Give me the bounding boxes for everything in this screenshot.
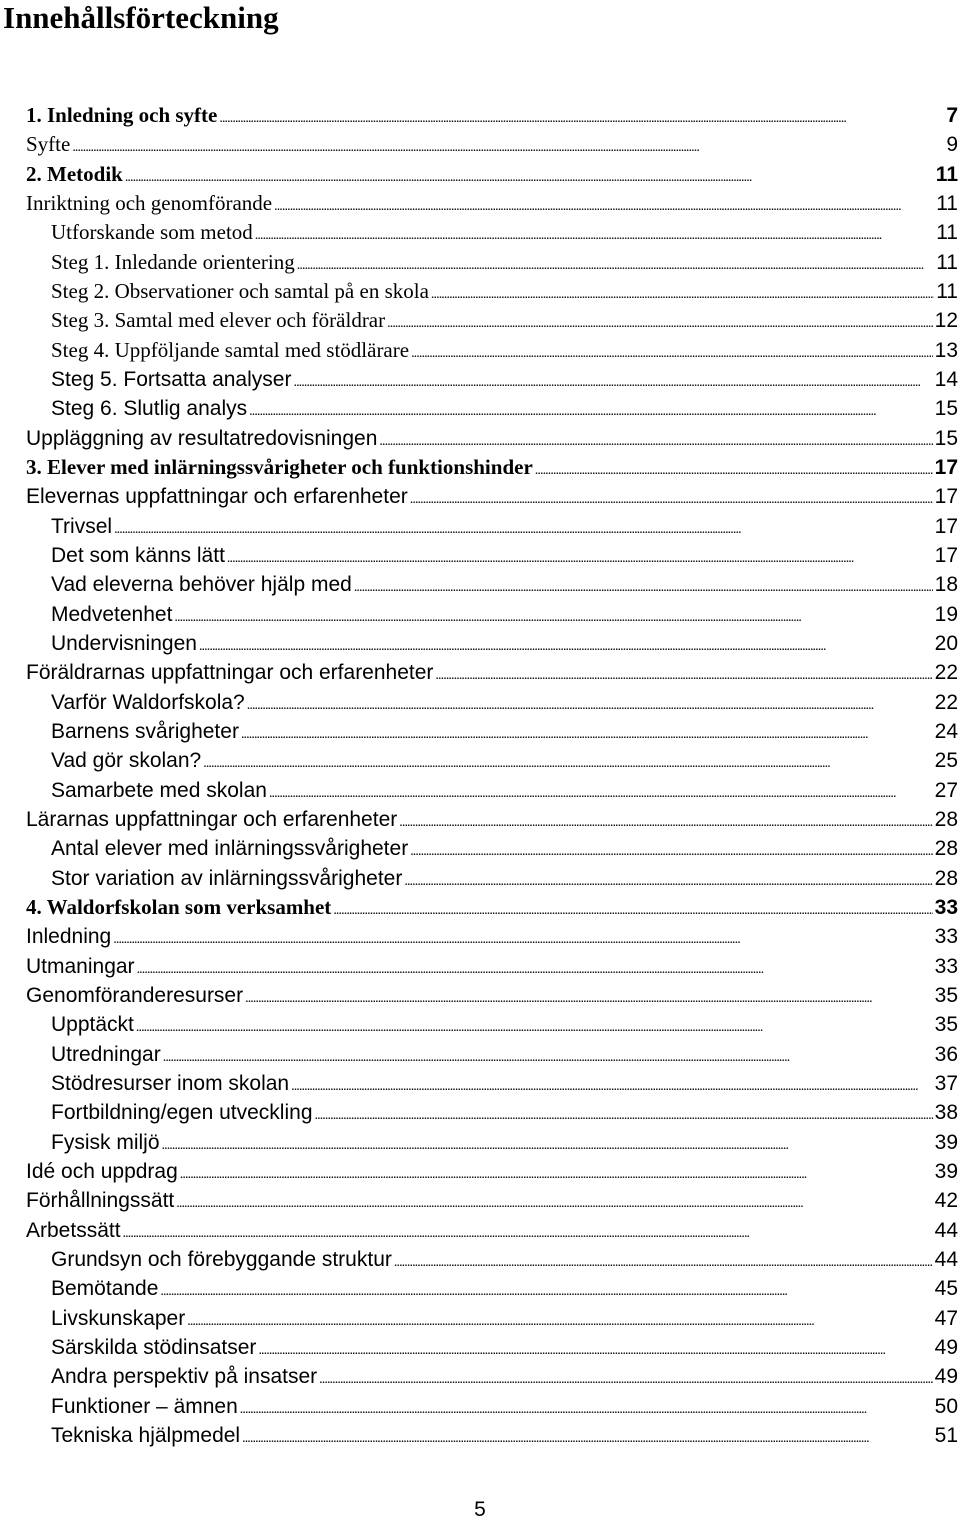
toc-row[interactable] [0, 864, 960, 893]
toc-entry-page-number[interactable]: 18 [934, 573, 958, 597]
toc-row[interactable] [0, 1098, 960, 1127]
dot-leader [203, 746, 932, 778]
toc-entry-label[interactable]: Uppläggning av resultatredovisningen [26, 426, 378, 450]
dot-leader [227, 541, 933, 573]
dot-leader [123, 1216, 933, 1248]
toc-entry[interactable] [26, 482, 960, 514]
toc-entry[interactable] [26, 1216, 960, 1248]
toc-entry[interactable] [51, 1421, 960, 1453]
toc-entry-label[interactable]: Vad eleverna behöver hjälp med [51, 573, 352, 597]
toc-row[interactable] [0, 1040, 960, 1069]
toc-entry-label[interactable]: Inledning [26, 925, 112, 949]
page-number: 5 [474, 1498, 486, 1521]
dot-leader [136, 1010, 933, 1042]
dot-leader [354, 570, 933, 602]
dot-leader [249, 394, 933, 426]
toc-entry-page-number[interactable]: 11 [936, 221, 958, 245]
toc-entry[interactable] [51, 218, 960, 250]
dot-leader [174, 600, 932, 632]
toc-entry-page-number[interactable]: 25 [934, 749, 958, 773]
toc-entry-label[interactable]: Livskunskaper [51, 1306, 186, 1330]
toc-entry-page-number[interactable]: 22 [934, 690, 958, 714]
toc-row[interactable] [0, 1304, 960, 1333]
toc-entry-label[interactable]: Samarbete med skolan [51, 778, 267, 802]
toc-row[interactable] [0, 570, 960, 599]
dot-leader [291, 1069, 933, 1101]
dot-leader [113, 922, 932, 954]
toc-entry-page-number[interactable]: 14 [934, 367, 958, 391]
toc-row[interactable] [0, 365, 960, 394]
toc-row[interactable] [0, 776, 960, 805]
toc-entry[interactable] [51, 776, 960, 808]
dot-leader [125, 160, 934, 192]
toc-entry-page-number[interactable]: 24 [934, 719, 958, 743]
toc-entry-label[interactable]: Föräldrarnas uppfattningar och erfarenheter [26, 661, 434, 685]
toc-entry[interactable] [51, 600, 960, 632]
toc-row[interactable] [0, 306, 960, 335]
toc-entry[interactable] [51, 629, 960, 661]
dot-leader [387, 306, 933, 338]
toc-entry-label[interactable]: Det som känns lätt [51, 543, 225, 567]
dot-leader [160, 1274, 932, 1306]
toc-entry[interactable] [26, 805, 960, 837]
toc-entry[interactable] [26, 922, 960, 954]
page-title: Innehållsförteckning [3, 0, 279, 35]
toc-entry-label[interactable]: Bemötande [51, 1277, 159, 1301]
dot-leader [319, 1362, 933, 1394]
toc-entry[interactable] [51, 512, 960, 544]
toc-entry-page-number[interactable]: 20 [934, 631, 958, 655]
dot-leader [394, 1245, 933, 1277]
toc-entry[interactable] [51, 1128, 960, 1160]
toc-entry-page-number[interactable]: 11 [936, 191, 958, 215]
dot-leader [255, 218, 934, 250]
toc-entry-label[interactable]: Steg 5. Fortsatta analyser [51, 367, 292, 391]
toc-entry-label[interactable]: Stödresurser inom skolan [51, 1071, 290, 1095]
toc-entry-page-number[interactable]: 22 [934, 661, 958, 685]
dot-leader [72, 130, 942, 162]
dot-leader [410, 834, 932, 866]
toc-entry-page-number[interactable]: 15 [934, 426, 958, 450]
toc-row[interactable] [0, 189, 960, 218]
toc-row[interactable] [0, 1362, 960, 1391]
dot-leader [114, 512, 933, 544]
toc-entry[interactable] [26, 981, 960, 1013]
dot-leader [431, 277, 934, 309]
toc-entry-label[interactable]: Steg 2. Observationer och samtal på en skola [51, 278, 429, 303]
toc-entry[interactable] [51, 248, 960, 280]
toc-entry-page-number[interactable]: 27 [934, 778, 958, 802]
toc-row[interactable] [0, 1392, 960, 1421]
toc-entry[interactable] [26, 952, 960, 984]
toc-entry[interactable] [51, 394, 960, 426]
toc-entry-label[interactable]: Vad gör skolan? [51, 749, 202, 773]
toc-entry-label[interactable]: Steg 3. Samtal med elever och föräldrar [51, 308, 386, 333]
toc-row[interactable] [0, 629, 960, 658]
toc-row[interactable] [0, 1274, 960, 1303]
toc-entry-label[interactable]: Upptäckt [51, 1013, 134, 1037]
dot-leader [379, 424, 932, 456]
toc-entry-label[interactable]: Antal elever med inlärningssvårigheter [51, 837, 409, 861]
toc-entry[interactable] [51, 570, 960, 602]
toc-entry[interactable] [26, 101, 960, 133]
toc-entry-label[interactable]: Inriktning och genomförande [26, 190, 273, 215]
toc-entry-label[interactable]: Barnens svårigheter [51, 719, 239, 743]
toc-entry[interactable] [51, 1392, 960, 1424]
toc-entry[interactable] [51, 1274, 960, 1306]
toc-row[interactable] [0, 512, 960, 541]
toc-row[interactable] [0, 336, 960, 365]
toc-row[interactable] [0, 394, 960, 423]
toc-entry-label[interactable]: Varför Waldorfskola? [51, 690, 245, 714]
toc-entry[interactable] [26, 189, 960, 221]
toc-entry-page-number[interactable]: 45 [934, 1277, 958, 1301]
toc-entry-label[interactable]: Andra perspektiv på insatser [51, 1365, 318, 1389]
toc-entry-label[interactable]: 2. Metodik [26, 161, 123, 186]
toc-entry-page-number[interactable]: 7 [946, 104, 958, 127]
toc-row[interactable] [0, 1186, 960, 1215]
toc-row[interactable] [0, 453, 960, 482]
toc-row[interactable] [0, 1010, 960, 1039]
toc-entry-page-number[interactable]: 33 [934, 954, 958, 978]
toc-entry-page-number[interactable]: 28 [934, 807, 958, 831]
toc-row[interactable] [0, 218, 960, 247]
toc-entry[interactable] [51, 864, 960, 896]
dot-leader [333, 893, 932, 925]
toc-row[interactable] [0, 922, 960, 951]
toc-entry-page-number[interactable]: 13 [934, 338, 958, 362]
toc-entry-label[interactable]: Utmaningar [26, 954, 135, 978]
toc-entry-label[interactable]: Funktioner – ämnen [51, 1394, 238, 1418]
toc-entry[interactable] [51, 541, 960, 573]
toc-entry-page-number[interactable]: 11 [935, 162, 958, 186]
toc-entry-label[interactable]: Undervisningen [51, 631, 197, 655]
toc-entry-label[interactable]: Trivsel [51, 514, 113, 538]
toc-entry-page-number[interactable]: 49 [934, 1335, 958, 1359]
toc-entry-page-number[interactable]: 17 [934, 514, 958, 538]
toc-entry[interactable] [51, 1304, 960, 1336]
toc-entry[interactable] [51, 717, 960, 749]
dot-leader [162, 1128, 933, 1160]
toc-entry-label[interactable]: Grundsyn och förebyggande struktur [51, 1247, 392, 1271]
dot-leader [269, 776, 933, 808]
toc-entry-page-number[interactable]: 33 [934, 925, 958, 949]
toc-entry-page-number[interactable]: 44 [934, 1247, 958, 1271]
toc-row[interactable] [0, 952, 960, 981]
toc-entry[interactable] [51, 1333, 960, 1365]
toc-entry-page-number[interactable]: 51 [934, 1423, 958, 1447]
toc-entry-page-number[interactable]: 35 [934, 983, 958, 1007]
toc-entry-page-number[interactable]: 36 [934, 1042, 958, 1066]
toc-entry-label[interactable]: Steg 6. Slutlig analys [51, 397, 248, 421]
dot-leader [199, 629, 933, 661]
toc-entry[interactable] [26, 130, 960, 162]
toc-row[interactable] [0, 248, 960, 277]
toc-row[interactable] [0, 1245, 960, 1274]
dot-leader [240, 1392, 933, 1424]
toc-entry-page-number[interactable]: 42 [934, 1189, 958, 1213]
toc-entry[interactable] [26, 893, 960, 925]
toc-entry-label[interactable]: Genomföranderesurser [26, 983, 244, 1007]
toc-row[interactable] [0, 1216, 960, 1245]
toc-entry-page-number[interactable]: 11 [936, 279, 958, 303]
toc-entry-page-number[interactable]: 44 [934, 1218, 958, 1242]
toc-entry-label[interactable]: Lärarnas uppfattningar och erfarenheter [26, 807, 398, 831]
toc-entry[interactable] [51, 1245, 960, 1277]
toc-row[interactable] [0, 541, 960, 570]
dot-leader [399, 805, 932, 837]
toc-entry-page-number[interactable]: 19 [934, 602, 958, 626]
toc-entry-page-number[interactable]: 38 [934, 1101, 958, 1125]
dot-leader [219, 101, 942, 133]
toc-entry-page-number[interactable]: 35 [934, 1013, 958, 1037]
toc-entry[interactable] [51, 1040, 960, 1072]
toc-entry-page-number[interactable]: 17 [934, 455, 958, 479]
toc-row[interactable] [0, 688, 960, 717]
dot-leader [245, 981, 933, 1013]
dot-leader [180, 1157, 933, 1189]
toc-entry-label[interactable]: Tekniska hjälpmedel [51, 1423, 241, 1447]
dot-leader [187, 1304, 932, 1336]
toc-entry-page-number[interactable]: 49 [934, 1365, 958, 1389]
toc-entry-page-number[interactable]: 39 [934, 1130, 958, 1154]
toc-row[interactable] [0, 600, 960, 629]
toc-entry-page-number[interactable]: 33 [934, 895, 958, 919]
toc-entry-label[interactable]: Förhållningssätt [26, 1189, 175, 1213]
toc-entry[interactable] [51, 277, 960, 309]
toc-row[interactable] [0, 424, 960, 453]
toc-entry[interactable] [51, 1069, 960, 1101]
toc-entry-label[interactable]: Utforskande som metod [51, 220, 253, 245]
dot-leader [297, 248, 934, 280]
toc-entry-label[interactable]: Steg 4. Uppföljande samtal med stödlärare [51, 337, 410, 362]
toc-entry[interactable] [51, 1362, 960, 1394]
toc-entry-label[interactable]: Fortbildning/egen utveckling [51, 1101, 313, 1125]
toc-entry-label[interactable]: Elevernas uppfattningar och erfarenheter [26, 485, 408, 509]
toc-entry-label[interactable]: 1. Inledning och syfte [26, 103, 218, 127]
toc-entry-label[interactable]: 3. Elever med inlärningssvårigheter och funktionshinder [26, 454, 533, 479]
toc-entry[interactable] [51, 306, 960, 338]
toc-row[interactable] [0, 1128, 960, 1157]
toc-row[interactable] [0, 101, 960, 130]
toc-entry[interactable] [51, 834, 960, 866]
dot-leader [293, 365, 932, 397]
toc-entry-label[interactable]: 4. Waldorfskolan som verksamhet [26, 894, 332, 919]
dot-leader [163, 1040, 933, 1072]
toc-entry[interactable] [26, 424, 960, 456]
toc-entry[interactable] [51, 1098, 960, 1130]
dot-leader [411, 336, 933, 368]
toc-entry-page-number[interactable]: 28 [934, 837, 958, 861]
toc-entry-page-number[interactable]: 9 [946, 133, 958, 157]
toc-row[interactable] [0, 746, 960, 775]
toc-entry-label[interactable]: Stor variation av inlärningssvårigheter [51, 866, 403, 890]
toc-row[interactable] [0, 717, 960, 746]
toc-row[interactable] [0, 1157, 960, 1186]
toc-entry-page-number[interactable]: 17 [934, 485, 958, 509]
toc-entry-page-number[interactable]: 47 [934, 1306, 958, 1330]
dot-leader [176, 1186, 932, 1218]
toc-entry[interactable] [51, 336, 960, 368]
toc-entry-page-number[interactable]: 15 [934, 397, 958, 421]
toc-row[interactable] [0, 893, 960, 922]
toc-entry-label[interactable]: Syfte [26, 132, 71, 157]
toc-row[interactable] [0, 160, 960, 189]
toc-entry-label[interactable]: Utredningar [51, 1042, 161, 1066]
toc-entry-page-number[interactable]: 17 [934, 543, 958, 567]
toc-entry-page-number[interactable]: 11 [936, 250, 958, 274]
dot-leader [404, 864, 932, 896]
toc-row[interactable] [0, 805, 960, 834]
dot-leader [315, 1098, 933, 1130]
toc-entry-label[interactable]: Fysisk miljö [51, 1130, 160, 1154]
toc-row[interactable] [0, 981, 960, 1010]
toc-entry[interactable] [26, 453, 960, 485]
toc-entry-page-number[interactable]: 28 [934, 866, 958, 890]
dot-leader [274, 189, 934, 221]
toc-entry-page-number[interactable]: 39 [934, 1159, 958, 1183]
toc-entry[interactable] [26, 1157, 960, 1189]
toc-row[interactable] [0, 658, 960, 687]
toc-row[interactable] [0, 482, 960, 511]
dot-leader [435, 658, 932, 690]
toc-row[interactable] [0, 1069, 960, 1098]
toc-entry-page-number[interactable]: 37 [934, 1071, 958, 1095]
dot-leader [410, 482, 933, 514]
toc-row[interactable] [0, 1421, 960, 1450]
toc-entry-page-number[interactable]: 50 [934, 1394, 958, 1418]
toc-entry-label[interactable]: Arbetssätt [26, 1218, 121, 1242]
toc-entry[interactable] [51, 746, 960, 778]
toc-entry-page-number[interactable]: 12 [934, 309, 958, 333]
toc-row[interactable] [0, 834, 960, 863]
toc-row[interactable] [0, 277, 960, 306]
toc-entry-label[interactable]: Särskilda stödinsatser [51, 1335, 257, 1359]
toc-entry[interactable] [51, 688, 960, 720]
dot-leader [242, 1421, 933, 1453]
toc-row[interactable] [0, 130, 960, 159]
dot-leader [258, 1333, 932, 1365]
dot-leader [247, 688, 933, 720]
toc-entry[interactable] [51, 365, 960, 397]
toc-entry[interactable] [26, 160, 960, 192]
dot-leader [535, 453, 933, 485]
toc-entry-label[interactable]: Medvetenhet [51, 602, 173, 626]
toc-entry[interactable] [26, 1186, 960, 1218]
toc-entry-label[interactable]: Idé och uppdrag [26, 1159, 178, 1183]
toc-row[interactable] [0, 1333, 960, 1362]
toc-entry-label[interactable]: Steg 1. Inledande orientering [51, 249, 295, 274]
dot-leader [241, 717, 933, 749]
toc-entry[interactable] [51, 1010, 960, 1042]
toc-entry[interactable] [26, 658, 960, 690]
dot-leader [137, 952, 933, 984]
